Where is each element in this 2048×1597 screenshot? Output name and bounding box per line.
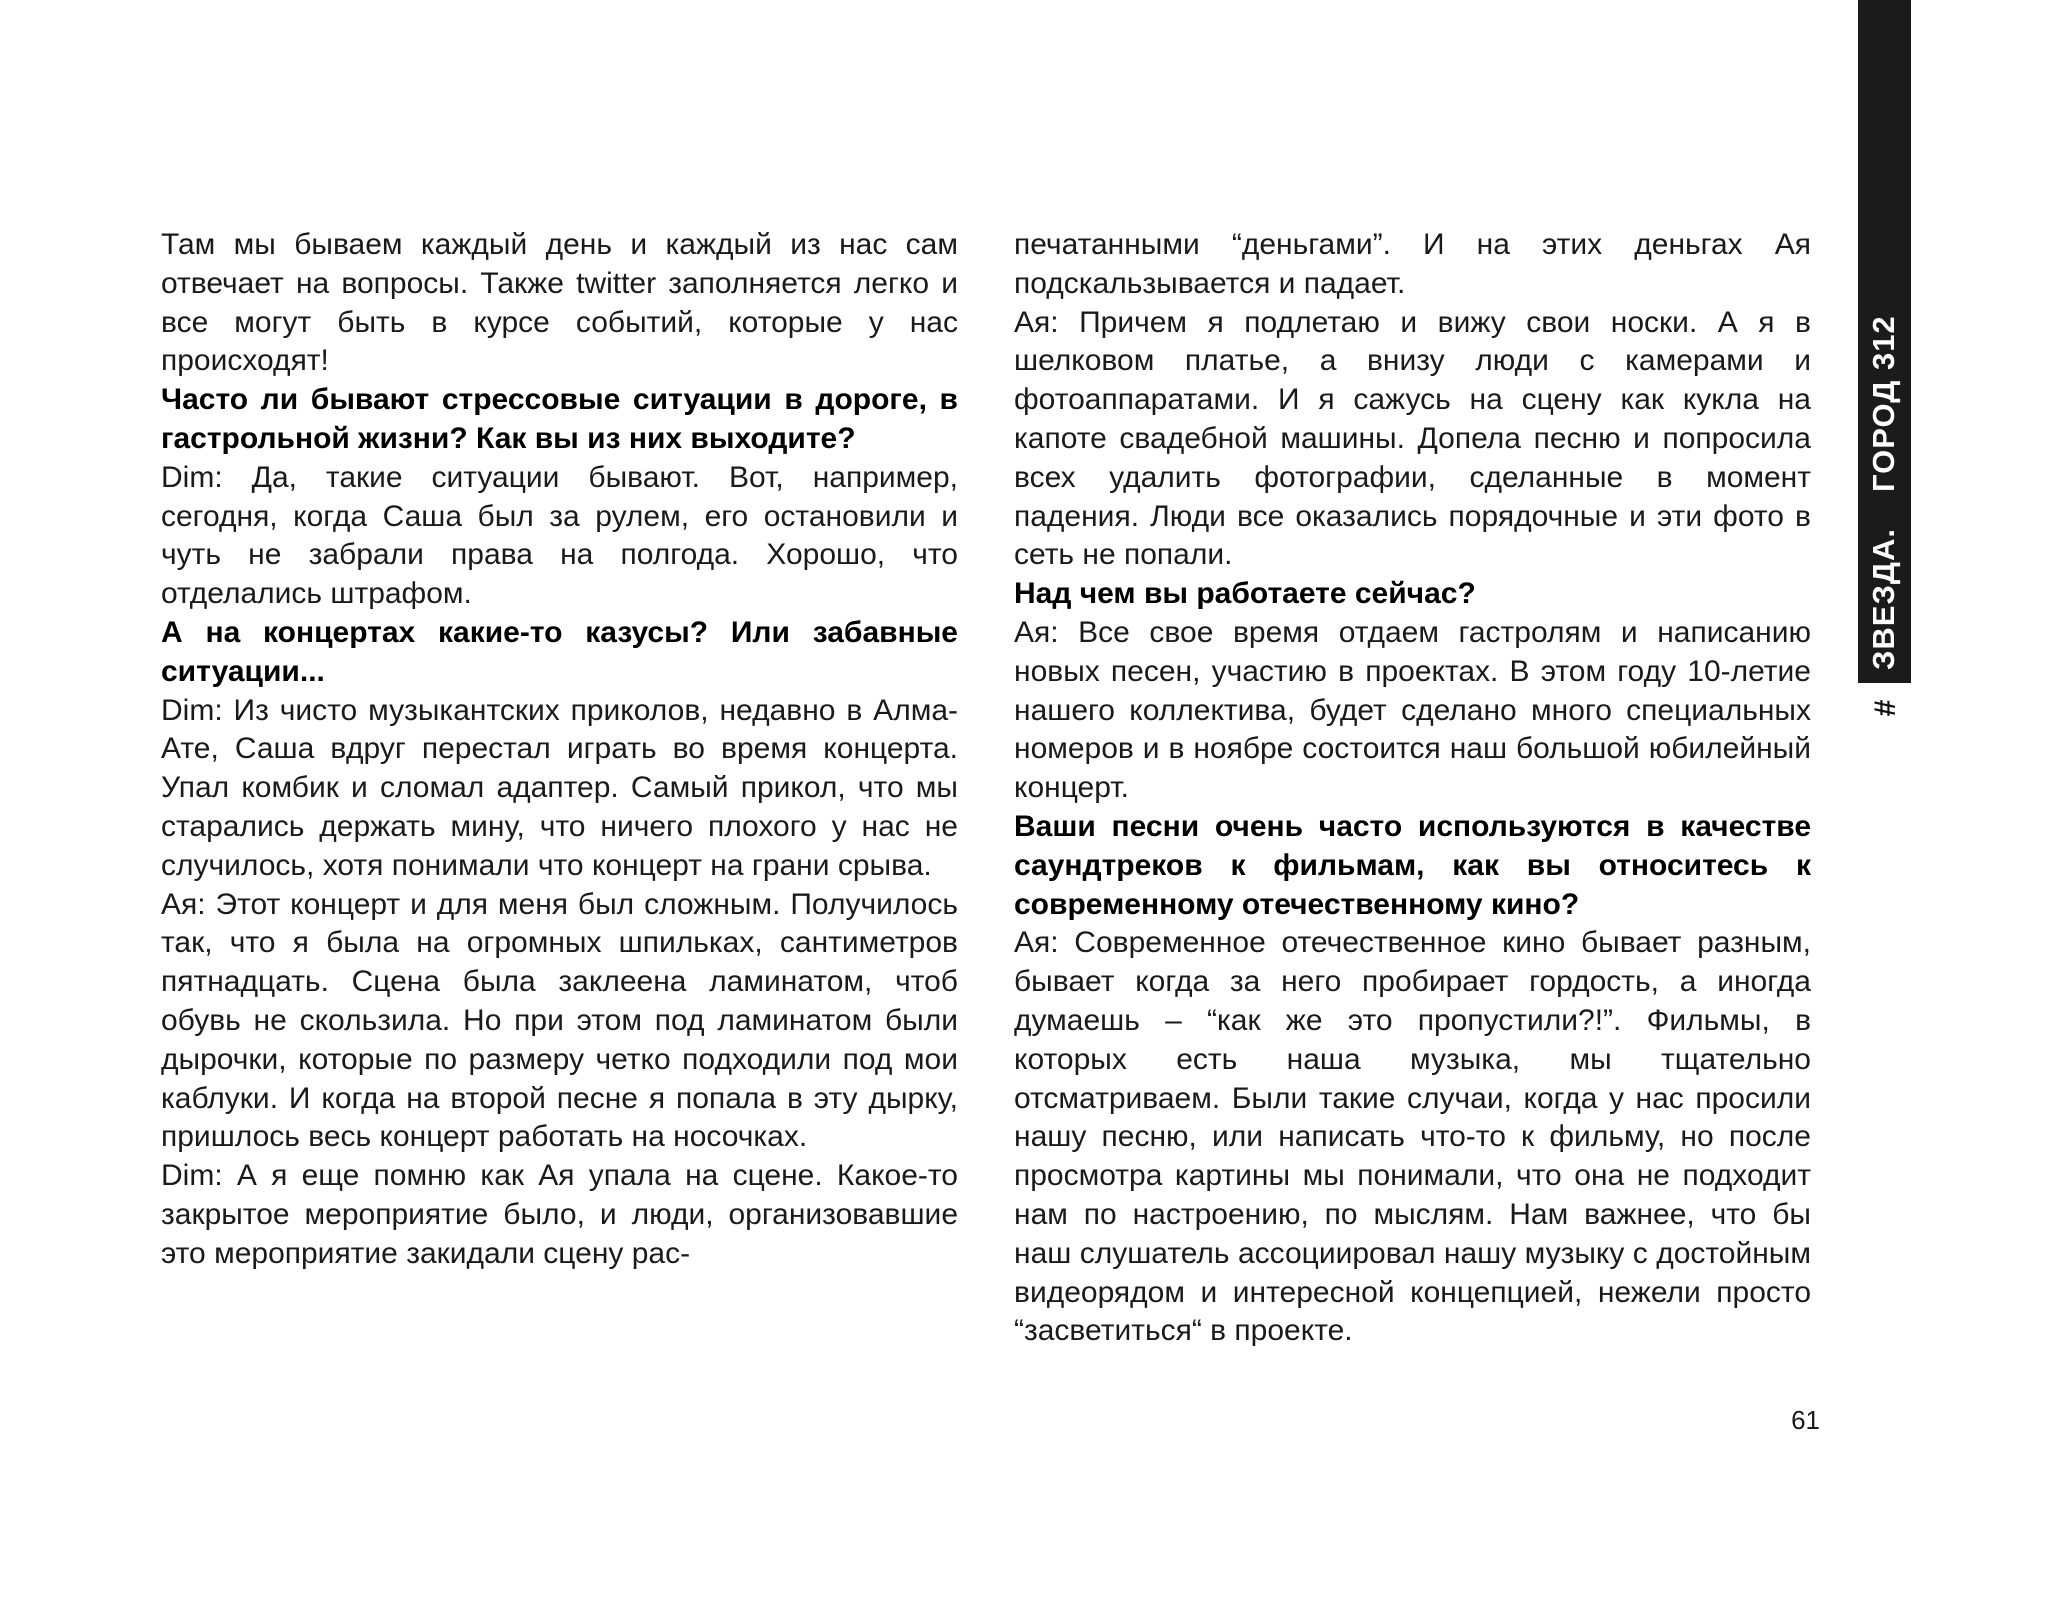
question-heading: Ваши песни очень часто используются в качестве саундтреков к фильмам, как вы относитесь к современному отечественному кино? (1014, 809, 1811, 921)
answer-paragraph: Там мы бываем каждый день и каждый из нас сам отвечает на вопросы. Также twitter заполняется легко и все могут быть в курсе событий, которые у нас происходят! (161, 228, 958, 378)
question-heading: Часто ли бывают стрессовые ситуации в дороге, в гастрольной жизни? Как вы из них выходите? (161, 383, 958, 455)
right-column (1014, 226, 1811, 1351)
section-label (1864, 315, 1904, 670)
hash-icon: # (1869, 699, 1902, 717)
section-label-part1: ЗВЕЗДА. (1866, 528, 1901, 670)
answer-paragraph: печатанными “деньгами”. И на этих деньгах Ая подскальзывается и падает. (1014, 228, 1811, 300)
left-column (161, 226, 958, 1274)
question-heading: А на концертах какие-то казусы? Или забавные ситуации... (161, 615, 958, 688)
answer-paragraph: Ая: Современное отечественное кино бывает разным, бывает когда за него пробирает гордость, а иногда думаешь – “как же это пропустили?!”. Фильмы, в которых есть наша музыка, мы тщательно отсматриваем. Были такие случаи, когда у нас просили нашу песню, или написать что-то к фильму, но после просмотра картины мы понимали, что она не подходит нам по настроению, по мыслям. Нам важнее, что бы наш слушатель ассоциировал нашу музыку с достойным видеорядом и интересной концепцией, нежели просто “засветиться“ в проекте. (1014, 926, 1811, 1348)
answer-paragraph: Dim: А я еще помню как Ая упала на сцене. Какое-то закрытое мероприятие было, и люди, организовавшие это мероприятие закидали сцену рас- (161, 1159, 958, 1270)
answer-paragraph: Ая: Причем я подлетаю и вижу свои носки. А я в шелковом платье, а внизу люди с камерами и фотоаппаратами. И я сажусь на сцену как кукла на капоте свадебной машины. Допела песню и попросила всех удалить фотографии, сделанные в момент падения. Люди все оказались порядочные и эти фото в сеть не попали. (1014, 305, 1811, 572)
answer-paragraph: Dim: Да, такие ситуации бывают. Вот, например, сегодня, когда Саша был за рулем, его остановили и чуть не забрали права на полгода. Хорошо, что отделались штрафом. (161, 460, 958, 611)
question-heading: Над чем вы работаете сейчас? (1014, 577, 1476, 611)
answer-paragraph: Dim: Из чисто музыкантских приколов, недавно в Алма-Ате, Саша вдруг перестал играть во время концерта. Упал комбик и сломал адаптер. Самый прикол, что мы старались держать мину, что ничего плохого у нас не случилось, хотя понимали что концерт на грани срыва. (161, 693, 958, 882)
section-label-part2: ГОРОД 312 (1866, 315, 1901, 492)
answer-paragraph: Ая: Этот концерт и для меня был сложным. Получилось так, что я была на огромных шпильках, сантиметров пятнадцать. Сцена была заклеена ламинатом, чтоб обувь не скользила. Но при этом под ламинатом были дырочки, которые по размеру четко подходили под мои каблуки. И когда на второй песне я попала в эту дырку, пришлось весь концерт работать на носочках. (161, 887, 958, 1154)
page-number: 61 (1791, 1405, 1820, 1435)
answer-paragraph: Ая: Все свое время отдаем гастролям и написанию новых песен, участию в проектах. В этом году 10-летие нашего коллектива, будет сделано много специальных номеров и в ноябре состоится наш большой юбилейный концерт. (1014, 615, 1811, 805)
